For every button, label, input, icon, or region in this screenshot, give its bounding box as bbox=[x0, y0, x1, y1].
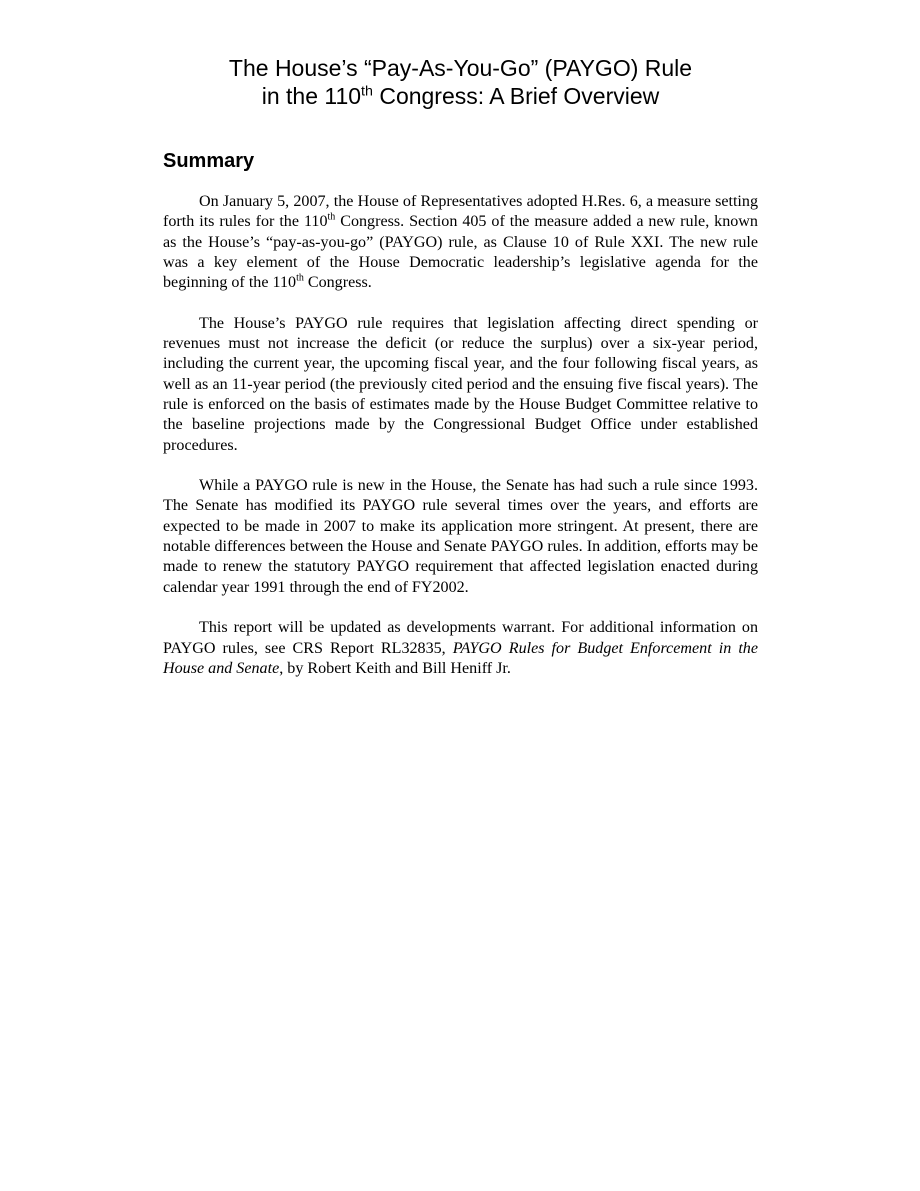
paragraph-1-superscript-a: th bbox=[327, 211, 336, 223]
paragraph-4-text-b: , by Robert Keith and Bill Heniff Jr. bbox=[279, 659, 511, 677]
document-title bbox=[163, 54, 758, 110]
title-line-2-pre: in the 110 bbox=[261, 83, 362, 109]
paragraph-4-text-a: This report will be updated as developments warrant. For additional information on PAYGO rules, see CRS Report RL32835, bbox=[163, 619, 758, 657]
paragraph-1-text-a: On January 5, 2007, the House of Representatives adopted H.Res. 6, a measure setting forth its rules for the 110 bbox=[163, 193, 758, 231]
summary-paragraph-2: The House’s PAYGO rule requires that legislation affecting direct spending or revenues must not increase the deficit (or reduce the surplus) over a six-year period, including the current year, the upcoming fiscal year, and the four following fiscal years, as well as an 11-year period (the previously cited period and the ensuing five fiscal years). The rule is enforced on the basis of estimates made by the House Budget Committee relative to the baseline projections made by the Congressional Budget Office under established procedures. bbox=[163, 314, 758, 454]
paragraph-1-superscript-b: th bbox=[296, 272, 304, 284]
summary-paragraph-1 bbox=[163, 192, 758, 293]
summary-paragraph-4 bbox=[163, 618, 758, 679]
summary-body bbox=[163, 192, 758, 699]
title-line-1: The House’s “Pay-As-You-Go” (PAYGO) Rule bbox=[228, 55, 693, 81]
title-superscript: th bbox=[361, 83, 373, 100]
summary-heading: Summary bbox=[163, 150, 255, 172]
report-title-italic: PAYGO Rules for Budget Enforcement in the House and Senate bbox=[163, 639, 758, 677]
title-line-2 bbox=[163, 82, 758, 110]
summary-paragraph-3: While a PAYGO rule is new in the House, the Senate has had such a rule since 1993. The Senate has modified its PAYGO rule several times over the years, and efforts are expected to be made in 2007 to make its application more stringent. At present, there are notable differences between the House and Senate PAYGO rules. In addition, efforts may be made to renew the statutory PAYGO requirement that affected legislation enacted during calendar year 1991 through the end of FY2002. bbox=[163, 477, 758, 596]
title-line-2-post: Congress: A Brief Overview bbox=[372, 83, 660, 109]
paragraph-1-text-b: Congress. Section 405 of the measure added a new rule, known as the House’s “pay-as-you-go” (PAYGO) rule, as Clause 10 of Rule XXI. The new rule was a key element of the House Democratic leadership’s legislative agenda for the beginning of the 110 bbox=[163, 213, 758, 292]
paragraph-1-text-c: Congress. bbox=[303, 274, 372, 292]
